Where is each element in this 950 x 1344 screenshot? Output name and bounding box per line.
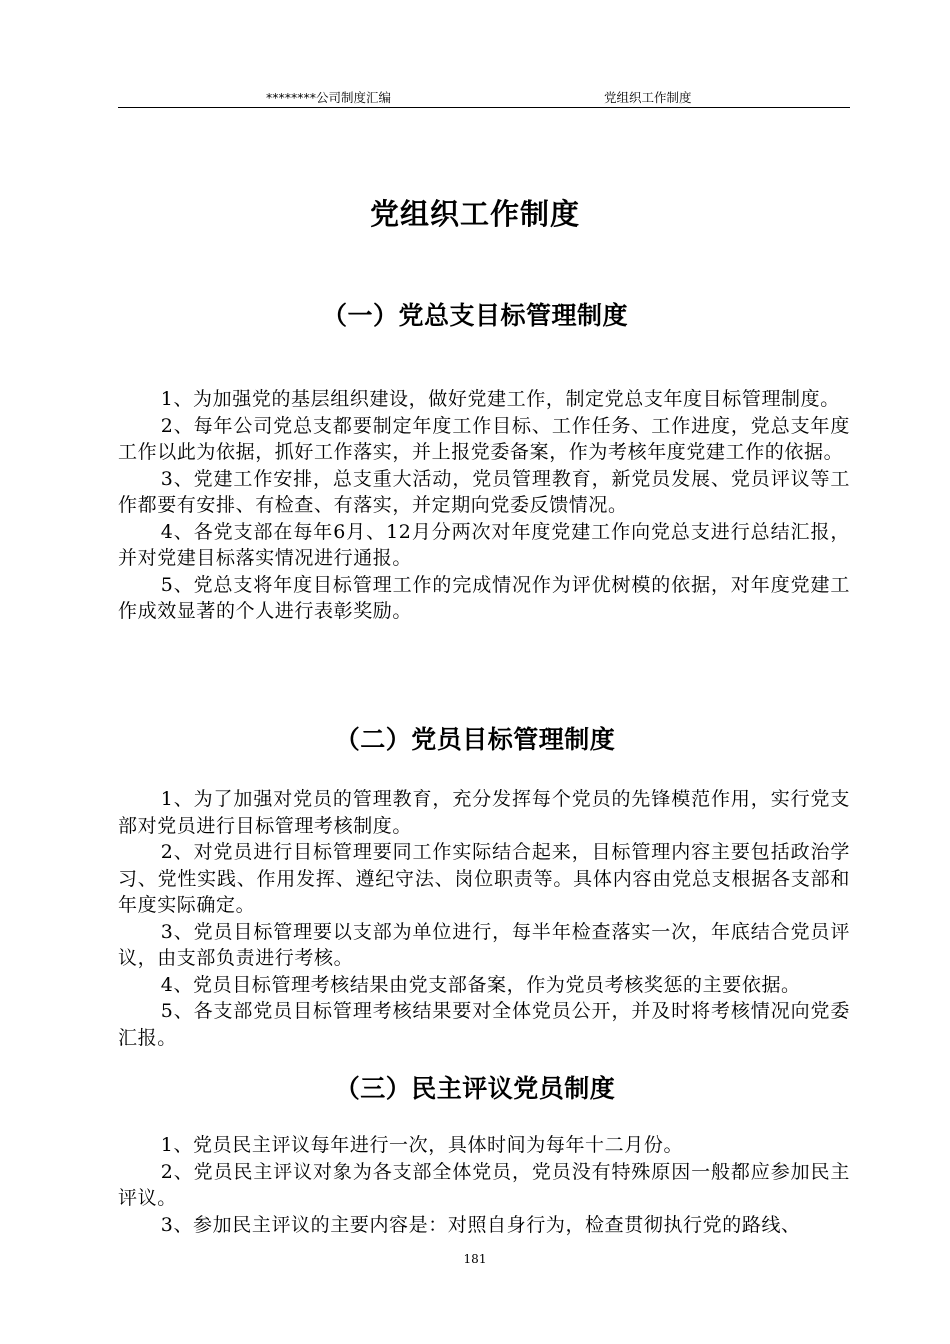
paragraph: 2、党员民主评议对象为各支部全体党员，党员没有特殊原因一般都应参加民主评议。 — [118, 1160, 850, 1209]
page-number: 181 — [463, 1252, 487, 1266]
paragraph: 5、各支部党员目标管理考核结果要对全体党员公开，并及时将考核情况向党委汇报。 — [118, 1000, 850, 1049]
section-heading-1: （一）党总支目标管理制度 — [321, 301, 628, 330]
header-divider — [118, 107, 850, 108]
section-body-2 — [118, 786, 850, 1051]
paragraph: 5、党总支将年度目标管理工作的完成情况作为评优树模的依据，对年度党建工作成效显著的个人进行表彰奖励。 — [118, 573, 850, 622]
section-body-3 — [118, 1132, 850, 1238]
paragraph: 4、党员目标管理考核结果由党支部备案，作为党员考核奖惩的主要依据。 — [160, 973, 801, 996]
section-body-1 — [118, 386, 850, 625]
paragraph: 2、每年公司党总支都要制定年度工作目标、工作任务、工作进度，党总支年度工作以此为依据，抓好工作落实，并上报党委备案，作为考核年度党建工作的依据。 — [118, 414, 850, 463]
paragraph: 1、为了加强对党员的管理教育，充分发挥每个党员的先锋模范作用，实行党支部对党员进行目标管理考核制度。 — [118, 788, 850, 837]
section-heading-2: （二）党员目标管理制度 — [334, 725, 616, 754]
document-title: 党组织工作制度 — [369, 197, 580, 231]
paragraph: 3、参加民主评议的主要内容是：对照自身行为，检查贯彻执行党的路线、 — [160, 1213, 801, 1236]
paragraph: 4、各党支部在每年6月、12月分两次对年度党建工作向党总支进行总结汇报，并对党建目标落实情况进行通报。 — [118, 520, 850, 569]
paragraph: 2、对党员进行目标管理要同工作实际结合起来，目标管理内容主要包括政治学习、党性实践、作用发挥、遵纪守法、岗位职责等。具体内容由党总支根据各支部和年度实际确定。 — [118, 841, 850, 916]
paragraph: 3、党员目标管理要以支部为单位进行，每半年检查落实一次，年底结合党员评议，由支部负责进行考核。 — [118, 920, 850, 969]
running-header — [118, 88, 850, 108]
paragraph: 3、党建工作安排，总支重大活动，党员管理教育，新党员发展、党员评议等工作都要有安排、有检查、有落实，并定期向党委反馈情况。 — [118, 467, 850, 516]
section-heading-3: （三）民主评议党员制度 — [334, 1074, 616, 1103]
paragraph: 1、为加强党的基层组织建设，做好党建工作，制定党总支年度目标管理制度。 — [160, 388, 840, 410]
header-compilation-title: ********公司制度汇编 — [266, 90, 392, 105]
paragraph: 1、党员民主评议每年进行一次，具体时间为每年十二月份。 — [160, 1134, 684, 1156]
header-chapter-title: 党组织工作制度 — [604, 90, 692, 105]
